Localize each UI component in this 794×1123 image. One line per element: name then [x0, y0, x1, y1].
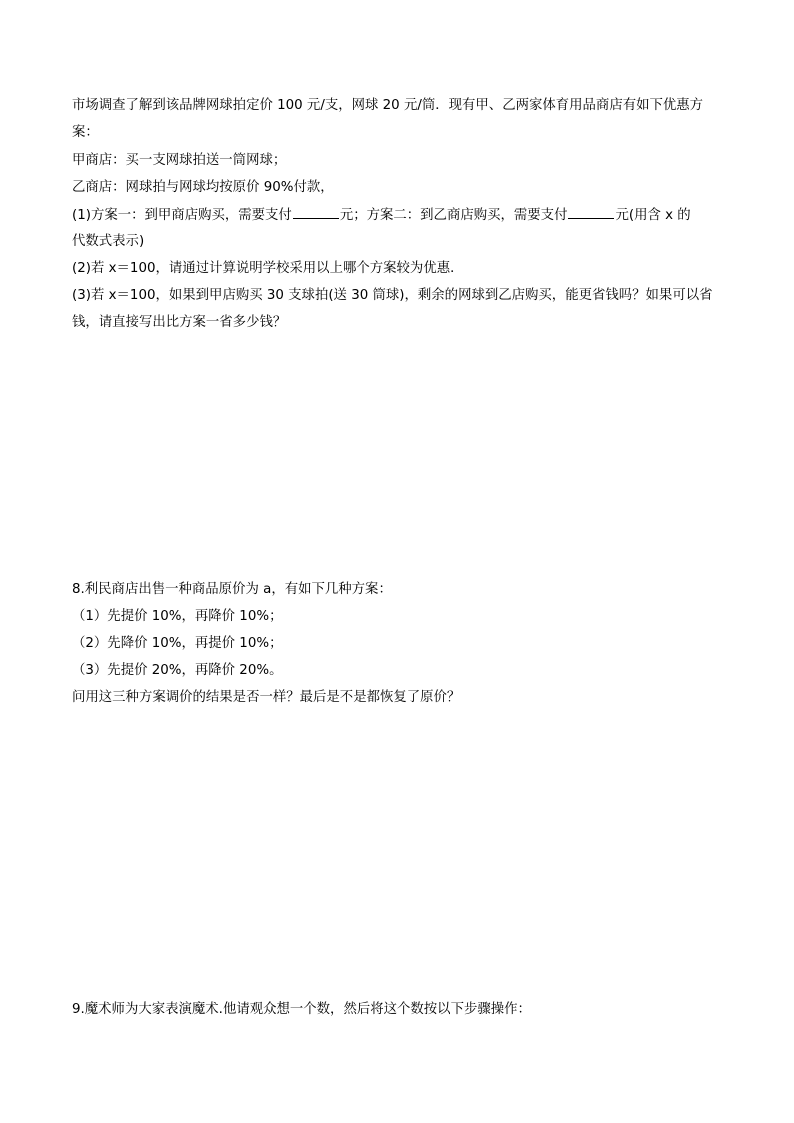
- question-1-part2: 元；方案二：到乙商店购买，需要支付: [339, 208, 568, 223]
- problem8-title: 8.利民商店出售一种商品原价为 a，有如下几种方案：: [72, 582, 392, 597]
- question-1-part1: (1)方案一：到甲商店购买，需要支付: [72, 208, 292, 223]
- question-2: (2)若 x＝100，请通过计算说明学校采用以上哪个方案较为优惠．: [72, 261, 464, 276]
- problem9-title: 9.魔术师为大家表演魔术.他请观众想一个数，然后将这个数按以下步骤操作：: [72, 1002, 531, 1017]
- problem8-plan-1: （1）先提价 10%，再降价 10%；: [72, 609, 283, 624]
- shop-a-offer: 甲商店：买一支网球拍送一筒网球；: [72, 153, 287, 168]
- question-3-line2: 钱，请直接写出比方案一省多少钱？: [72, 315, 287, 330]
- problem8-question: 问用这三种方案调价的结果是否一样？最后是不是都恢复了原价？: [72, 690, 461, 705]
- problem8-plan-3: （3）先提价 20%，再降价 20%。: [72, 663, 283, 678]
- problem8-plan-2: （2）先降价 10%，再提价 10%；: [72, 636, 283, 651]
- answer-blank-1: [293, 206, 339, 219]
- problem7-line1: 市场调查了解到该品牌网球拍定价 100 元/支，网球 20 元/筒．现有甲、乙两家体育用品商店有如下优惠方: [72, 98, 704, 113]
- shop-b-offer: 乙商店：网球拍与网球均按原价 90%付款，: [72, 180, 334, 195]
- question-1-line2: 代数式表示): [72, 234, 145, 249]
- question-1: [72, 206, 691, 226]
- answer-blank-2: [568, 206, 614, 219]
- problem7-line2: 案：: [72, 125, 99, 140]
- question-3-line1: (3)若 x＝100，如果到甲店购买 30 支球拍(送 30 筒球)，剩余的网球到乙店购买，能更省钱吗？如果可以省: [72, 288, 713, 303]
- question-1-part3: 元(用含 x 的: [615, 208, 691, 223]
